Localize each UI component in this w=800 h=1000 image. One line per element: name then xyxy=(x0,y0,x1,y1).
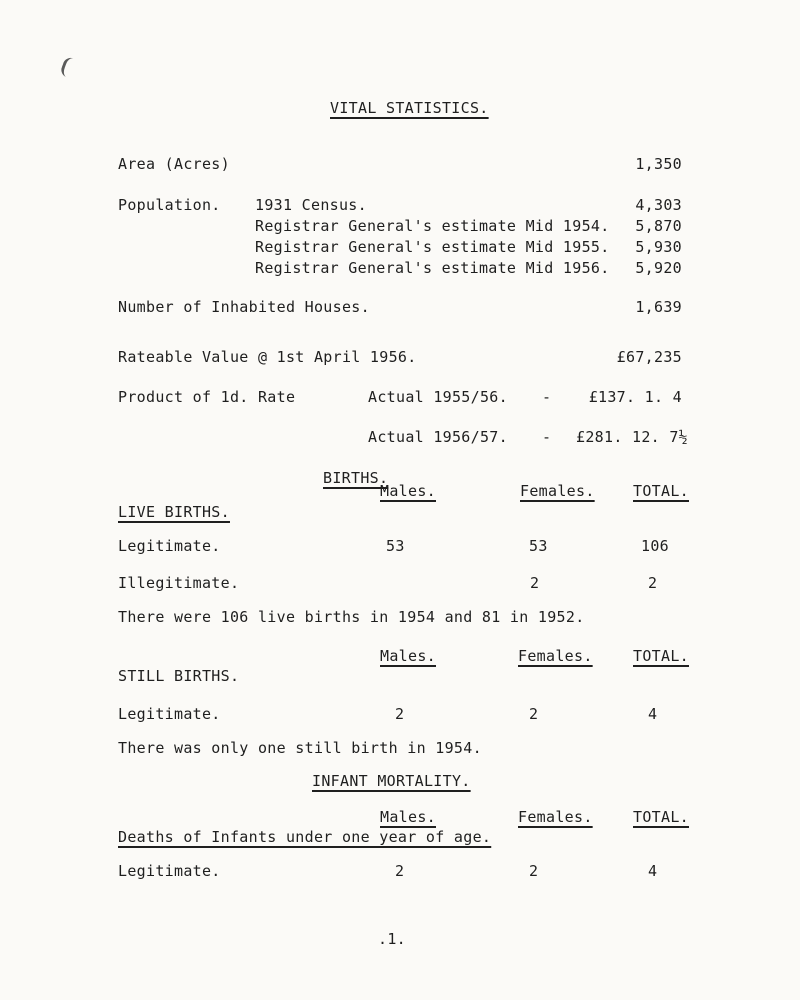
houses-value: 1,639 xyxy=(635,298,682,316)
product-label: Product of 1d. Rate xyxy=(118,388,296,406)
product-row-label: Actual 1956/57. xyxy=(368,428,508,446)
live-births-heading: LIVE BIRTHS. xyxy=(118,503,230,521)
still-note: There was only one still birth in 1954. xyxy=(118,739,482,757)
table-cell-total: 2 xyxy=(648,574,658,592)
population-row-label: 1931 Census. xyxy=(255,196,367,214)
table-cell-total: 4 xyxy=(648,705,658,723)
product-row-label: Actual 1955/56. xyxy=(368,388,508,406)
population-row-label: Registrar General's estimate Mid 1955. xyxy=(255,238,610,256)
area-label: Area (Acres) xyxy=(118,155,230,173)
infant-subheading: Deaths of Infants under one year of age. xyxy=(118,828,492,846)
area-value: 1,350 xyxy=(635,155,682,173)
corner-mark xyxy=(59,56,82,81)
table-cell-males: 2 xyxy=(395,862,405,880)
births-heading: BIRTHS. xyxy=(323,469,389,487)
births-col-males: Males. xyxy=(380,482,436,500)
births-note: There were 106 live births in 1954 and 81 in 1952. xyxy=(118,608,585,626)
infant-heading: INFANT MORTALITY. xyxy=(312,772,471,790)
product-row-dash: - xyxy=(542,388,552,406)
table-cell-total: 4 xyxy=(648,862,658,880)
population-row-value: 5,870 xyxy=(635,217,682,235)
table-cell-females: 2 xyxy=(530,574,540,592)
rateable-value: £67,235 xyxy=(616,348,682,366)
table-row-label: Illegitimate. xyxy=(118,574,240,592)
births-col-total: TOTAL. xyxy=(633,482,689,500)
houses-label: Number of Inhabited Houses. xyxy=(118,298,370,316)
births-col-females: Females. xyxy=(520,482,595,500)
population-row-label: Registrar General's estimate Mid 1956. xyxy=(255,259,610,277)
table-cell-males: 2 xyxy=(395,705,405,723)
still-births-heading: STILL BIRTHS. xyxy=(118,667,240,685)
product-row-value: £281. 12. 7½ xyxy=(576,428,688,446)
infant-col-males: Males. xyxy=(380,808,436,826)
table-row-label: Legitimate. xyxy=(118,537,221,555)
population-row-value: 4,303 xyxy=(635,196,682,214)
population-label: Population. xyxy=(118,196,221,214)
table-cell-females: 2 xyxy=(529,862,539,880)
rateable-label: Rateable Value @ 1st April 1956. xyxy=(118,348,417,366)
product-row-value: £137. 1. 4 xyxy=(588,388,682,406)
still-col-females: Females. xyxy=(518,647,593,665)
table-row-label: Legitimate. xyxy=(118,705,221,723)
still-col-total: TOTAL. xyxy=(633,647,689,665)
table-row-label: Legitimate. xyxy=(118,862,221,880)
page-title: VITAL STATISTICS. xyxy=(330,99,489,117)
infant-col-females: Females. xyxy=(518,808,593,826)
product-row-dash: - xyxy=(542,428,552,446)
table-cell-females: 2 xyxy=(529,705,539,723)
page-number: .1. xyxy=(378,930,406,948)
table-cell-males: 53 xyxy=(386,537,405,555)
table-cell-females: 53 xyxy=(529,537,548,555)
population-row-value: 5,930 xyxy=(635,238,682,256)
still-col-males: Males. xyxy=(380,647,436,665)
population-row-value: 5,920 xyxy=(635,259,682,277)
infant-col-total: TOTAL. xyxy=(633,808,689,826)
table-cell-total: 106 xyxy=(641,537,669,555)
population-row-label: Registrar General's estimate Mid 1954. xyxy=(255,217,610,235)
